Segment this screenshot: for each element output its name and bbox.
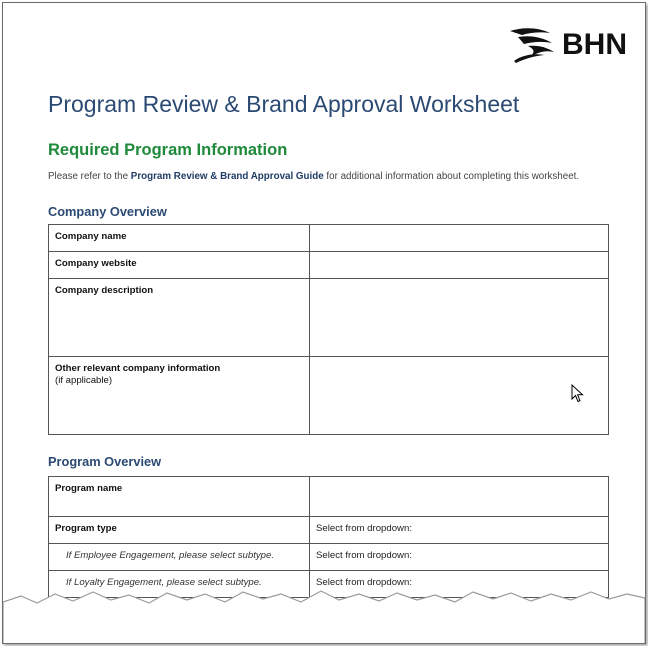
other-info-sublabel: (if applicable) — [55, 375, 113, 386]
other-info-label-text: Other relevant company information — [55, 363, 221, 374]
document-page — [2, 2, 646, 644]
loyalty-subtype-label: If Loyalty Engagement, please select subtype. — [49, 571, 310, 598]
loyalty-subtype-dropdown[interactable]: Select from dropdown: — [310, 571, 609, 598]
program-overview-table — [48, 476, 609, 598]
refer-note — [48, 171, 579, 182]
table-row — [49, 477, 609, 517]
program-overview-heading: Program Overview — [48, 454, 162, 469]
page-title: Program Review & Brand Approval Worksheet — [48, 91, 520, 117]
refer-suffix: for additional information about completing this worksheet. — [323, 171, 580, 182]
program-type-dropdown[interactable]: Select from dropdown: — [310, 517, 609, 544]
table-row — [49, 279, 609, 357]
guide-link[interactable]: Program Review & Brand Approval Guide — [130, 171, 324, 182]
refer-prefix: Please refer to the — [48, 171, 131, 182]
company-overview-heading: Company Overview — [48, 204, 167, 219]
program-name-field[interactable] — [310, 477, 609, 517]
torn-edge — [3, 588, 645, 644]
logo-text: BHN — [562, 28, 627, 61]
company-description-label: Company description — [49, 279, 310, 357]
required-heading: Required Program Information — [48, 141, 288, 159]
company-website-field[interactable] — [310, 252, 609, 279]
table-row — [49, 544, 609, 571]
bhn-logo — [508, 25, 627, 65]
employee-subtype-label: If Employee Engagement, please select subtype. — [49, 544, 310, 571]
other-info-field[interactable] — [310, 357, 609, 435]
company-website-label: Company website — [49, 252, 310, 279]
table-row — [49, 357, 609, 435]
mouse-pointer-icon — [571, 384, 585, 404]
program-type-label: Program type — [49, 517, 310, 544]
company-name-field[interactable] — [310, 225, 609, 252]
table-row — [49, 225, 609, 252]
company-description-field[interactable] — [310, 279, 609, 357]
table-row — [49, 517, 609, 544]
other-info-label — [49, 357, 310, 435]
program-name-label: Program name — [49, 477, 310, 517]
employee-subtype-dropdown[interactable]: Select from dropdown: — [310, 544, 609, 571]
table-row — [49, 252, 609, 279]
company-overview-table — [48, 224, 609, 435]
company-name-label: Company name — [49, 225, 310, 252]
bhn-swoosh-icon — [508, 25, 560, 65]
